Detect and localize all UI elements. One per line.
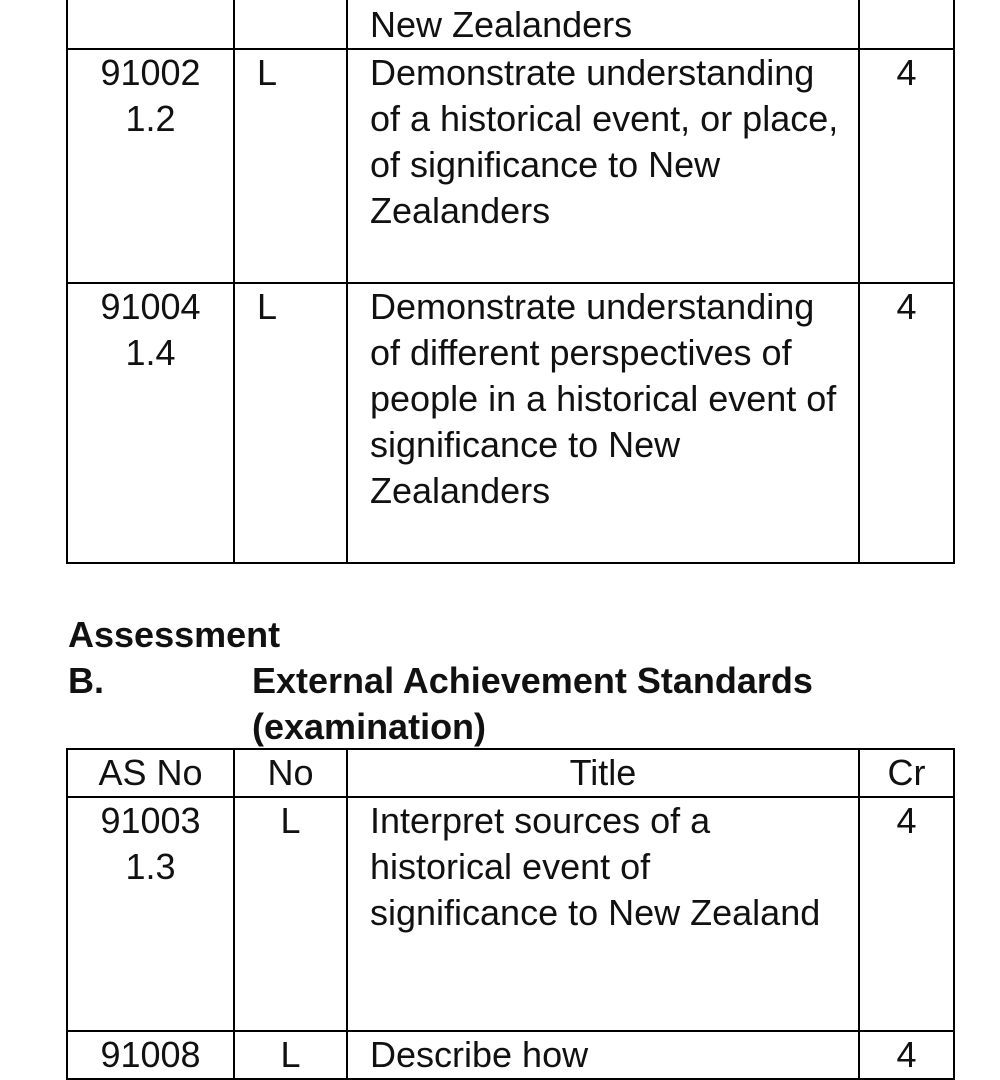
section-letter: B. [68, 660, 104, 701]
table-row [67, 49, 954, 283]
standard-number-cell [67, 0, 234, 49]
column-header-title: Title [347, 749, 859, 797]
table-row [67, 797, 954, 1031]
standard-version: 1.4 [125, 332, 176, 373]
table-row [67, 283, 954, 563]
standard-number-cell [67, 49, 234, 283]
column-header-no: No [234, 749, 347, 797]
level-cell [234, 0, 347, 49]
title-cell: New Zealanders [347, 0, 859, 49]
title-cell: Describe how [347, 1031, 859, 1079]
credits-cell: 4 [859, 283, 954, 563]
level-cell: L [234, 1031, 347, 1079]
standard-version: 1.3 [125, 846, 176, 887]
standard-number-cell [67, 1031, 234, 1079]
level-cell: L [234, 797, 347, 1031]
table-header-row [67, 749, 954, 797]
title-cell: Interpret sources of a historical event of significance to New Zealand [347, 797, 859, 1031]
standard-number-cell [67, 283, 234, 563]
internal-standards-table [66, 0, 955, 564]
table-row [67, 0, 954, 49]
standard-number: 91003 [100, 800, 201, 841]
external-standards-table [66, 748, 955, 1080]
level-cell: L [234, 49, 347, 283]
credits-cell: 4 [859, 797, 954, 1031]
standard-number: 91004 [100, 286, 201, 327]
credits-cell: 4 [859, 1031, 954, 1079]
table-row [67, 1031, 954, 1079]
standard-number-cell [67, 797, 234, 1031]
title-cell: Demonstrate understanding of different perspectives of people in a historical event of significance to New Zealanders [347, 283, 859, 563]
section-title: External Achievement Standards (examination) [252, 660, 813, 747]
standard-number: 91008 [100, 1034, 201, 1075]
credits-cell [859, 0, 954, 49]
credits-cell: 4 [859, 49, 954, 283]
standard-number: 91002 [100, 52, 201, 93]
column-header-cr: Cr [859, 749, 954, 797]
standard-version: 1.2 [125, 98, 176, 139]
level-cell: L [234, 283, 347, 563]
assessment-heading: Assessment [68, 614, 281, 655]
title-cell: Demonstrate understanding of a historical event, or place, of significance to New Zealanders [347, 49, 859, 283]
column-header-as-no: AS No [67, 749, 234, 797]
